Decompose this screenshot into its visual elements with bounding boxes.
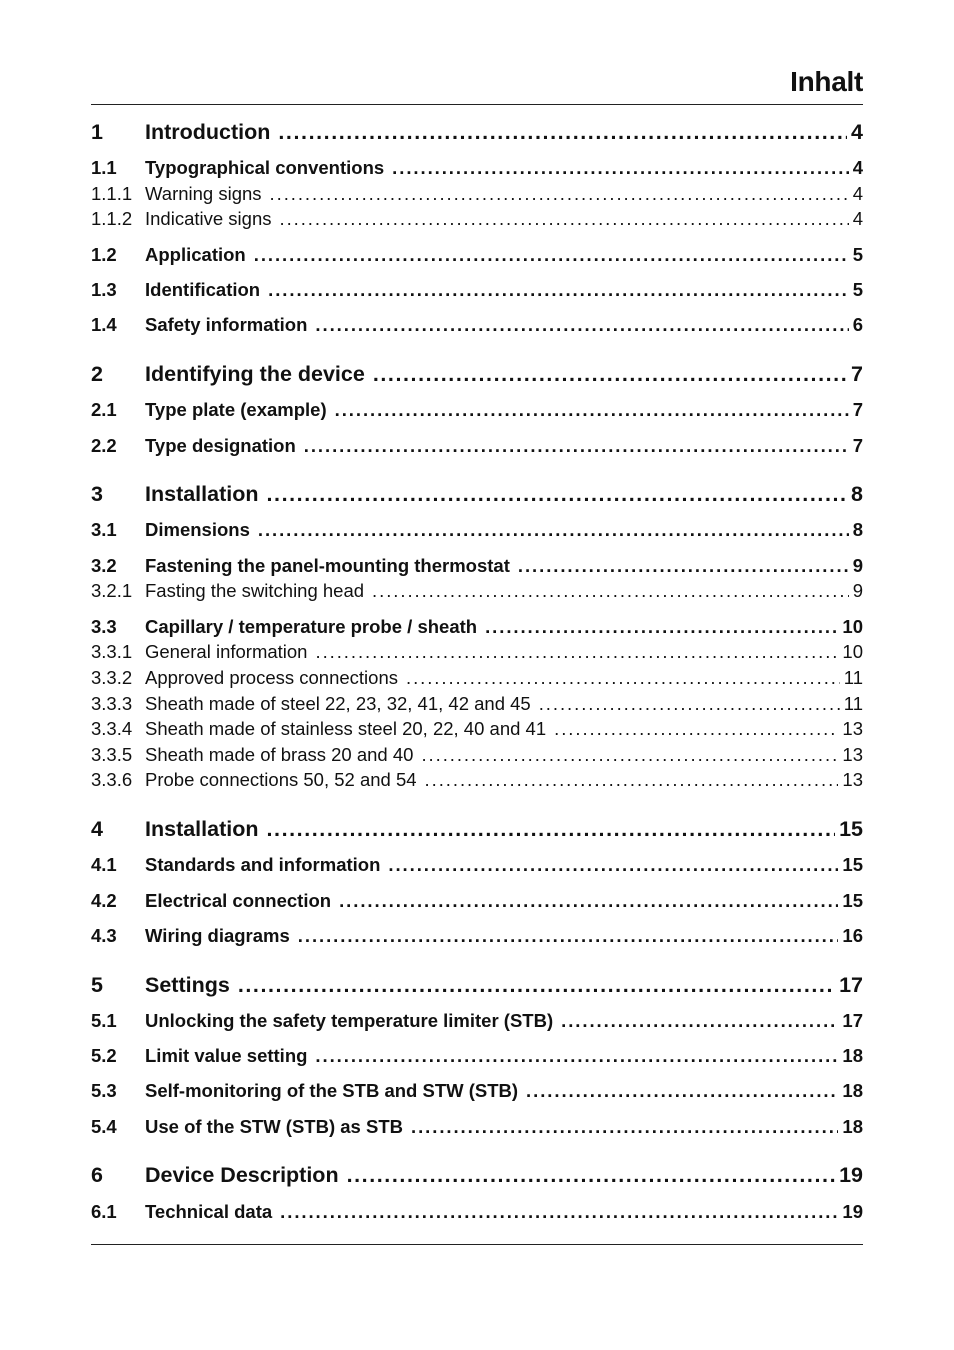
toc-entry-2-2[interactable] — [91, 435, 863, 461]
dot-leader — [268, 279, 849, 301]
dot-leader — [266, 482, 847, 507]
section-number: 1.1 — [91, 157, 117, 178]
toc-entry-5-2[interactable] — [91, 1045, 863, 1071]
page-number: 4 — [852, 183, 863, 204]
page-number: 6 — [852, 314, 863, 335]
section-number: 5.4 — [91, 1116, 117, 1137]
section-number: 3.3.6 — [91, 769, 133, 790]
page-number: 7 — [852, 435, 863, 456]
page-number: 11 — [843, 693, 863, 714]
dot-leader — [554, 718, 838, 740]
section-number: 3.1 — [91, 519, 117, 540]
dot-leader — [561, 1010, 838, 1032]
page-number: 9 — [852, 580, 863, 601]
dot-leader — [425, 769, 839, 791]
page-number: 10 — [842, 616, 863, 637]
toc-entry-3-2-1[interactable] — [91, 580, 863, 606]
section-number: 3.2.1 — [91, 580, 133, 601]
section-number: 3.3.5 — [91, 744, 133, 765]
header-divider — [91, 104, 863, 105]
page-number: 15 — [842, 890, 863, 911]
dot-leader — [339, 890, 838, 912]
section-title: Unlocking the safety temperature limiter (STB) — [145, 1010, 554, 1031]
dot-leader — [315, 1045, 838, 1067]
page-number: 13 — [842, 718, 863, 739]
toc-entry-2[interactable] — [91, 362, 863, 392]
dot-leader — [238, 973, 835, 998]
toc-entry-3-3-2[interactable] — [91, 667, 863, 693]
section-number: 2.2 — [91, 435, 117, 456]
page-number: 13 — [842, 769, 863, 790]
section-number: 1.1.2 — [91, 208, 133, 229]
dot-leader — [266, 817, 835, 842]
section-number: 5.3 — [91, 1080, 117, 1101]
section-number: 1 — [91, 120, 103, 144]
toc-entry-5-1[interactable] — [91, 1010, 863, 1036]
page-title: Inhalt — [790, 66, 863, 97]
page-number: 9 — [852, 555, 863, 576]
page-number: 17 — [839, 973, 863, 997]
section-title: Introduction — [145, 120, 271, 144]
page-number: 4 — [852, 208, 863, 229]
section-number: 2 — [91, 362, 103, 386]
page-number: 8 — [851, 482, 863, 506]
page-number: 19 — [839, 1163, 863, 1187]
page-number: 10 — [842, 641, 863, 662]
section-title: Type plate (example) — [145, 399, 327, 420]
toc-entry-1-4[interactable] — [91, 314, 863, 340]
footer-divider — [91, 1244, 863, 1245]
dot-leader — [372, 580, 849, 602]
dot-leader — [298, 925, 839, 947]
dot-leader — [406, 667, 840, 689]
toc-entry-5[interactable] — [91, 973, 863, 1003]
section-number: 3.3.1 — [91, 641, 133, 662]
toc-entry-3-3-5[interactable] — [91, 744, 863, 770]
page-number: 13 — [842, 744, 863, 765]
page-number: 8 — [852, 519, 863, 540]
section-title: Sheath made of brass 20 and 40 — [145, 744, 414, 765]
toc-entry-3-3-1[interactable] — [91, 641, 863, 667]
section-number: 1.1.1 — [91, 183, 133, 204]
toc-entry-3-3-3[interactable] — [91, 693, 863, 719]
dot-leader — [526, 1080, 838, 1102]
section-title: Technical data — [145, 1201, 273, 1222]
page-number: 17 — [842, 1010, 863, 1031]
section-title: Fastening the panel-mounting thermostat — [145, 555, 510, 576]
section-title: Standards and information — [145, 854, 381, 875]
dot-leader — [392, 157, 849, 179]
section-title: Identifying the device — [145, 362, 365, 386]
section-title: Wiring diagrams — [145, 925, 290, 946]
section-title: Capillary / temperature probe / sheath — [145, 616, 478, 637]
section-title: Dimensions — [145, 519, 250, 540]
section-number: 1.4 — [91, 314, 117, 335]
section-title: Settings — [145, 973, 230, 997]
page-number: 18 — [842, 1080, 863, 1101]
page-number: 11 — [843, 667, 863, 688]
section-number: 5.2 — [91, 1045, 117, 1066]
section-title: Sheath made of stainless steel 20, 22, 40 and 41 — [145, 718, 547, 739]
page-number: 16 — [842, 925, 863, 946]
section-title: Fasting the switching head — [145, 580, 365, 601]
page-number: 7 — [851, 362, 863, 386]
toc-entry-1-3[interactable] — [91, 279, 863, 305]
section-title: Self-monitoring of the STB and STW (STB) — [145, 1080, 519, 1101]
toc-entry-3-3[interactable] — [91, 616, 863, 642]
toc-entry-4-1[interactable] — [91, 854, 863, 880]
toc-entry-5-4[interactable] — [91, 1116, 863, 1142]
section-number: 6.1 — [91, 1201, 117, 1222]
section-number: 2.1 — [91, 399, 117, 420]
dot-leader — [315, 641, 838, 663]
section-number: 3.3 — [91, 616, 117, 637]
dot-leader — [485, 616, 838, 638]
toc-entry-5-3[interactable] — [91, 1080, 863, 1106]
page-number: 19 — [842, 1201, 863, 1222]
section-title: Probe connections 50, 52 and 54 — [145, 769, 417, 790]
section-number: 4.2 — [91, 890, 117, 911]
toc-entry-4-3[interactable] — [91, 925, 863, 951]
dot-leader — [421, 744, 838, 766]
section-title: Safety information — [145, 314, 308, 335]
section-number: 3.3.2 — [91, 667, 133, 688]
dot-leader — [347, 1163, 836, 1188]
section-title: Type designation — [145, 435, 296, 456]
section-number: 1.3 — [91, 279, 117, 300]
section-title: Identification — [145, 279, 261, 300]
section-number: 6 — [91, 1163, 103, 1187]
section-title: Approved process connections — [145, 667, 398, 688]
toc-entry-6-1[interactable] — [91, 1201, 863, 1227]
toc-entry-1-1[interactable] — [91, 157, 863, 183]
dot-leader — [411, 1116, 838, 1138]
section-number: 3.2 — [91, 555, 117, 576]
toc-entry-3[interactable] — [91, 482, 863, 512]
section-number: 4.3 — [91, 925, 117, 946]
page-number: 15 — [839, 817, 863, 841]
toc-entry-3-1[interactable] — [91, 519, 863, 545]
section-title: Electrical connection — [145, 890, 332, 911]
dot-leader — [279, 208, 848, 230]
section-title: Warning signs — [145, 183, 262, 204]
dot-leader — [373, 362, 847, 387]
dot-leader — [315, 314, 848, 336]
toc-entry-1[interactable] — [91, 120, 863, 150]
page-number: 4 — [852, 157, 863, 178]
section-title: Installation — [145, 817, 259, 841]
page-number: 4 — [851, 120, 863, 144]
toc-entry-3-3-6[interactable] — [91, 769, 863, 795]
page-number: 5 — [852, 279, 863, 300]
section-number: 4.1 — [91, 854, 117, 875]
dot-leader — [254, 244, 849, 266]
section-number: 5 — [91, 973, 103, 997]
section-title: Device Description — [145, 1163, 339, 1187]
section-number: 5.1 — [91, 1010, 117, 1031]
page-number: 5 — [852, 244, 863, 265]
dot-leader — [388, 854, 838, 876]
section-title: Limit value setting — [145, 1045, 308, 1066]
page-number: 18 — [842, 1116, 863, 1137]
section-number: 3.3.3 — [91, 693, 133, 714]
dot-leader — [258, 519, 849, 541]
section-number: 3.3.4 — [91, 718, 133, 739]
section-number: 3 — [91, 482, 103, 506]
section-number: 1.2 — [91, 244, 117, 265]
toc-entry-1-1-1[interactable] — [91, 183, 863, 209]
section-title: Installation — [145, 482, 259, 506]
section-title: Typographical conventions — [145, 157, 385, 178]
section-title: Application — [145, 244, 246, 265]
toc-entry-3-3-4[interactable] — [91, 718, 863, 744]
dot-leader — [518, 555, 849, 577]
dot-leader — [278, 120, 847, 145]
toc-entry-2-1[interactable] — [91, 399, 863, 425]
dot-leader — [304, 435, 849, 457]
section-title: Sheath made of steel 22, 23, 32, 41, 42 and 45 — [145, 693, 531, 714]
section-title: Use of the STW (STB) as STB — [145, 1116, 403, 1137]
page-number: 15 — [842, 854, 863, 875]
toc-entry-4[interactable] — [91, 817, 863, 847]
toc-entry-6[interactable] — [91, 1163, 863, 1193]
dot-leader — [270, 183, 849, 205]
dot-leader — [280, 1201, 838, 1223]
dot-leader — [335, 399, 849, 421]
section-title: Indicative signs — [145, 208, 272, 229]
toc-entry-1-1-2[interactable] — [91, 208, 863, 234]
section-number: 4 — [91, 817, 103, 841]
page-number: 18 — [842, 1045, 863, 1066]
toc-entry-1-2[interactable] — [91, 244, 863, 270]
page-number: 7 — [852, 399, 863, 420]
dot-leader — [539, 693, 840, 715]
toc-entry-3-2[interactable] — [91, 555, 863, 581]
section-title: General information — [145, 641, 308, 662]
toc-entry-4-2[interactable] — [91, 890, 863, 916]
